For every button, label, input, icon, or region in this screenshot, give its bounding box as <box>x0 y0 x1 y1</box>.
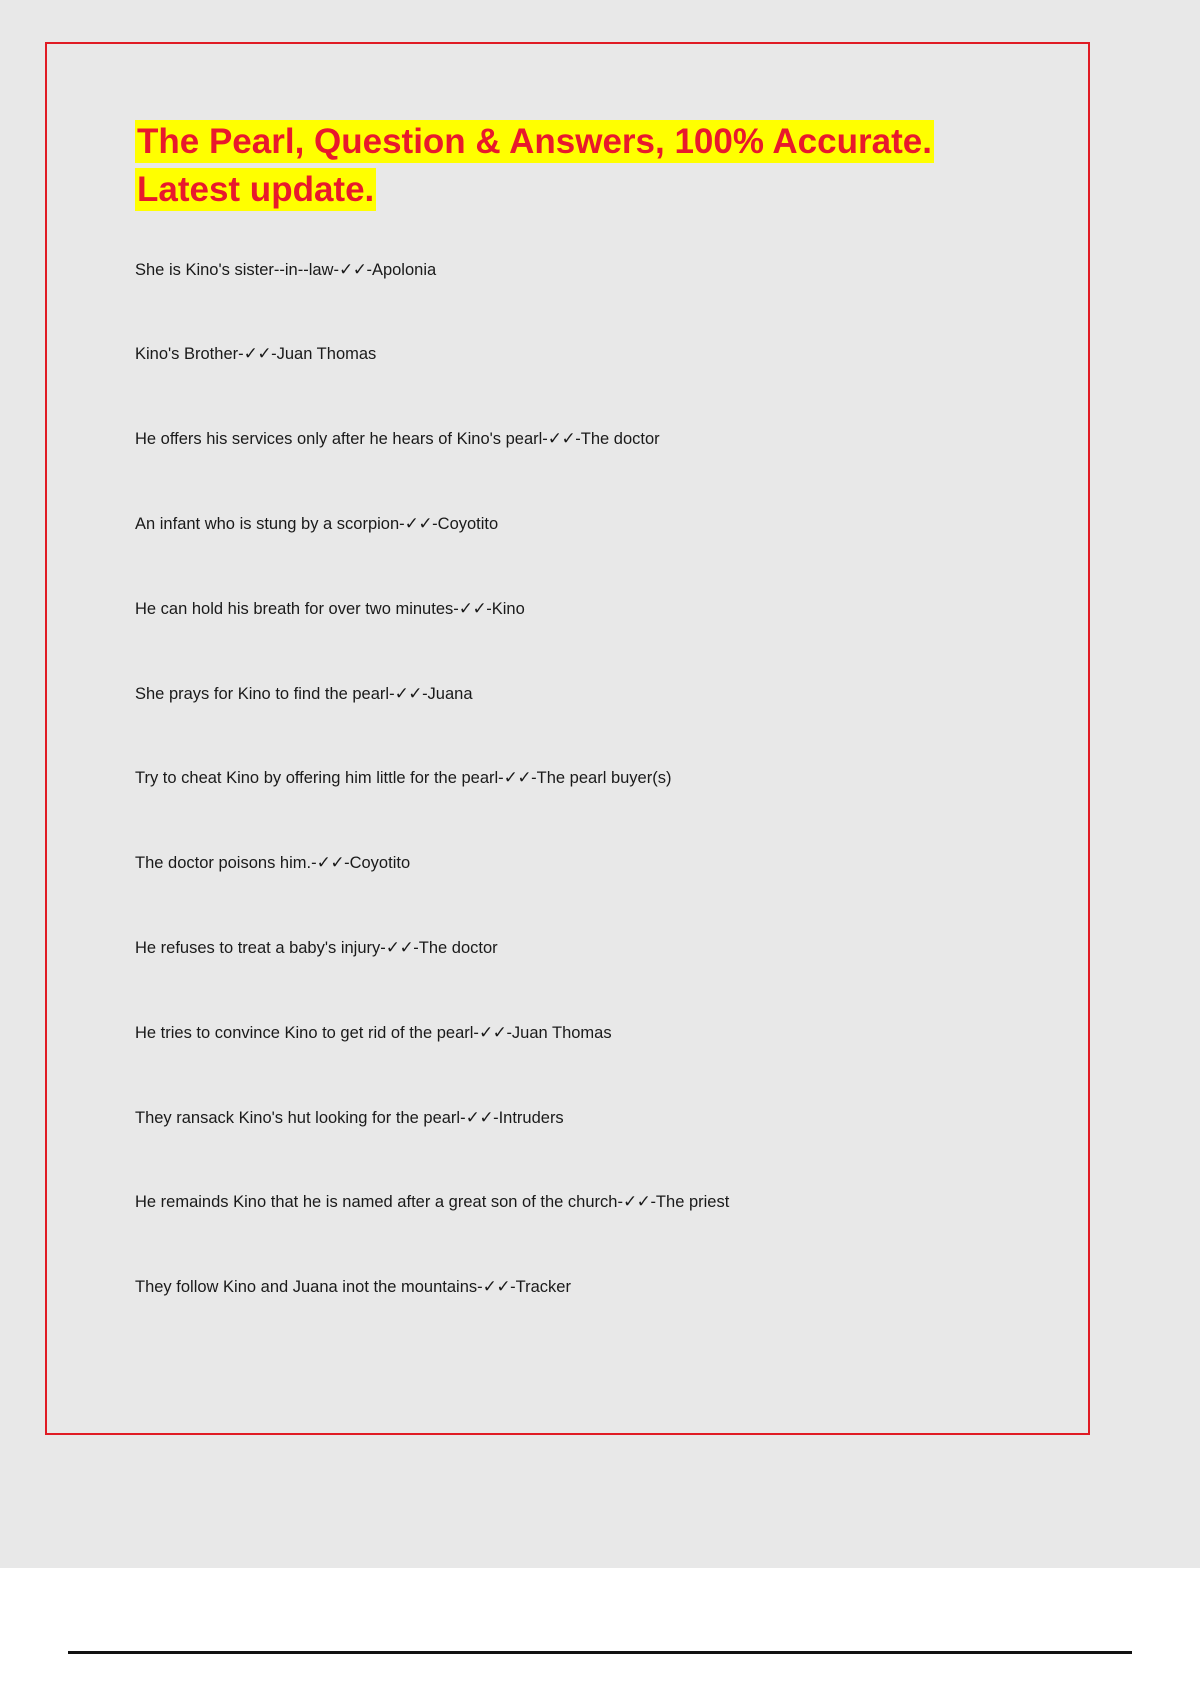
qa-item <box>135 852 995 876</box>
qa-item <box>135 428 995 452</box>
qa-prompt: The doctor poisons him.- <box>135 854 317 873</box>
qa-item <box>135 343 995 367</box>
check-mark-icon: ✓✓ <box>316 853 345 874</box>
qa-answer: -Tracker <box>510 1278 571 1297</box>
qa-answer: -The pearl buyer(s) <box>531 769 672 788</box>
check-mark-icon: ✓✓ <box>465 1107 494 1128</box>
qa-answer: -Kino <box>486 599 525 618</box>
qa-prompt: He offers his services only after he hears of Kino's pearl- <box>135 430 548 449</box>
qa-answer: -The priest <box>650 1193 730 1212</box>
qa-item <box>135 1191 995 1215</box>
document-content <box>135 118 995 1300</box>
check-mark-icon: ✓✓ <box>482 1277 511 1298</box>
check-mark-icon: ✓✓ <box>404 513 433 534</box>
check-mark-icon: ✓✓ <box>458 598 487 619</box>
check-mark-icon: ✓✓ <box>547 429 576 450</box>
qa-item <box>135 513 995 537</box>
qa-prompt: He remainds Kino that he is named after a great son of the church- <box>135 1193 623 1212</box>
qa-answer: -Juan Thomas <box>271 345 377 364</box>
qa-prompt: Kino's Brother- <box>135 345 244 364</box>
qa-answer: -Juana <box>422 684 473 703</box>
qa-list <box>135 259 995 1300</box>
qa-prompt: She is Kino's sister--in--law- <box>135 260 339 279</box>
qa-answer: -Intruders <box>493 1108 564 1127</box>
qa-item <box>135 683 995 707</box>
qa-prompt: An infant who is stung by a scorpion- <box>135 514 405 533</box>
check-mark-icon: ✓✓ <box>622 1192 651 1213</box>
qa-answer: -The doctor <box>575 430 660 449</box>
qa-item <box>135 259 995 283</box>
page-title-wrap <box>135 118 965 215</box>
qa-item <box>135 598 995 622</box>
qa-item <box>135 1022 995 1046</box>
qa-answer: -The doctor <box>413 938 498 957</box>
qa-prompt: He tries to convince Kino to get rid of the pearl- <box>135 1023 479 1042</box>
qa-answer: -Coyotito <box>344 854 411 873</box>
bottom-divider <box>68 1651 1132 1654</box>
qa-answer: -Coyotito <box>432 514 499 533</box>
qa-prompt: Try to cheat Kino by offering him little for the pearl- <box>135 769 504 788</box>
qa-prompt: They ransack Kino's hut looking for the pearl- <box>135 1108 466 1127</box>
qa-prompt: She prays for Kino to find the pearl- <box>135 684 395 703</box>
qa-item <box>135 767 995 791</box>
page-bottom-area <box>0 1568 1200 1700</box>
qa-item <box>135 1107 995 1131</box>
qa-prompt: He can hold his breath for over two minutes- <box>135 599 459 618</box>
check-mark-icon: ✓✓ <box>478 1022 507 1043</box>
check-mark-icon: ✓✓ <box>385 937 414 958</box>
check-mark-icon: ✓✓ <box>503 768 532 789</box>
qa-answer: -Juan Thomas <box>506 1023 612 1042</box>
check-mark-icon: ✓✓ <box>338 259 367 280</box>
qa-item <box>135 937 995 961</box>
qa-item <box>135 1276 995 1300</box>
qa-answer: -Apolonia <box>366 260 437 279</box>
qa-prompt: He refuses to treat a baby's injury- <box>135 938 386 957</box>
check-mark-icon: ✓✓ <box>394 683 423 704</box>
qa-prompt: They follow Kino and Juana inot the mountains- <box>135 1278 483 1297</box>
check-mark-icon: ✓✓ <box>243 344 272 365</box>
page-title: The Pearl, Question & Answers, 100% Accurate. Latest update. <box>137 122 932 210</box>
